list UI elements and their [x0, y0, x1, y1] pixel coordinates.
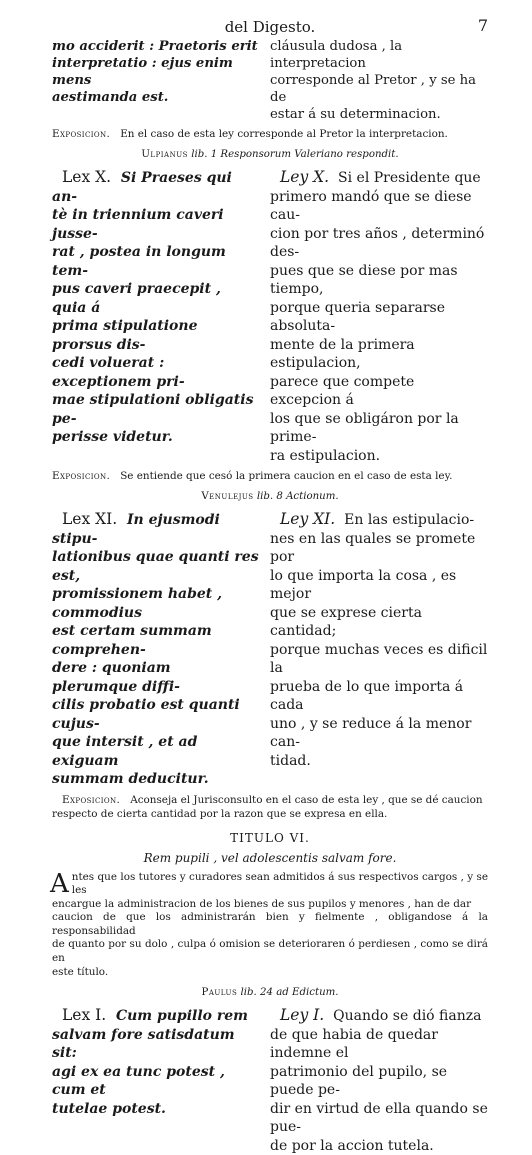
- source-author: Venulejus: [201, 491, 254, 502]
- latin-column: [52, 168, 260, 465]
- spanish-line: Si el Presidente que: [338, 170, 481, 186]
- latin-line: In ejusmodi stipu-: [52, 512, 220, 547]
- exposicion-text: respecto de cierta cantidad por la razon que se expresa en ella.: [52, 807, 388, 820]
- latin-line: que intersit , et ad exiguam: [52, 734, 198, 769]
- latin-line: lationibus quae quanti res est,: [52, 549, 259, 584]
- latin-column: [52, 510, 260, 789]
- exposicion: [52, 793, 488, 821]
- source-reference: lib. 8 Actionum.: [256, 491, 339, 502]
- spanish-line: En las estipulacio-: [344, 512, 475, 528]
- exposicion-text: En el caso de esta ley corresponde al Pretor la interpretacion.: [120, 128, 448, 140]
- spanish-line: nes en las quales se promete por: [270, 530, 476, 565]
- spanish-line: primero mandó que se diese cau-: [270, 188, 472, 223]
- spanish-column: [270, 38, 488, 123]
- source-author: Paulus: [201, 987, 238, 999]
- spanish-line: de por la accion tutela.: [270, 1137, 434, 1154]
- title-heading: TITULO VI.: [230, 830, 310, 845]
- spanish-column: [270, 168, 488, 465]
- lex-x-block: [52, 168, 488, 465]
- latin-line: cilis probatio est quanti cujus-: [52, 697, 240, 732]
- latin-line: est certam summam comprehen-: [52, 623, 212, 658]
- latin-line: mae stipulationi obligatis pe-: [52, 392, 254, 427]
- intro-line: este título.: [52, 965, 109, 978]
- ley-label: Ley I.: [280, 1006, 325, 1025]
- intro-line: ntes que los tutores y curadores sean admitidos á sus respectivos cargos , y se les: [71, 870, 488, 897]
- lex-xi-block: [52, 510, 488, 789]
- lex-i-block: [52, 1006, 488, 1155]
- source-citation: [52, 491, 488, 502]
- intro-line: de quanto por su dolo , culpa ó omision se deterioraren ó perdiesen , como se dirá en: [52, 938, 488, 965]
- spanish-line: estar á su determinacion.: [270, 107, 441, 122]
- spanish-line: porque queria separarse absoluta-: [270, 299, 446, 334]
- spanish-line: Quando se dió fianza: [333, 1008, 482, 1025]
- book-page: [52, 14, 488, 1155]
- drop-cap: A: [50, 868, 69, 899]
- running-title: del Digesto.: [224, 18, 316, 36]
- title-introduction: [50, 868, 488, 980]
- spanish-line: corresponde al Pretor , y se ha de: [270, 73, 476, 105]
- latin-line: dere : quoniam plerumque diffi-: [52, 660, 180, 695]
- latin-line: interpretatio : ejus enim mens: [52, 56, 233, 88]
- spanish-line: parece que compete excepcion á: [270, 373, 415, 408]
- spanish-column: [270, 510, 488, 789]
- spanish-line: lo que importa la cosa , es mejor: [270, 567, 457, 602]
- latin-line: salvam fore satisdatum sit:: [52, 1026, 235, 1062]
- latin-line: summam deducitur.: [52, 771, 209, 787]
- latin-line: mo acciderit : Praetoris erit: [52, 39, 258, 54]
- exposicion-text: Aconseja el Jurisconsulto en el caso de esta ley , que se dé caucion: [130, 793, 483, 806]
- spanish-line: ra estipulacion.: [270, 447, 381, 464]
- intro-line: encargue la administracion de los bienes de sus pupilos y menores , han de dar: [52, 897, 472, 910]
- spanish-line: prueba de lo que importa á cada: [270, 678, 464, 713]
- latin-line: Cum pupillo rem: [115, 1008, 248, 1025]
- latin-line: Si Praeses qui an-: [52, 170, 232, 205]
- spanish-line: que se exprese cierta cantidad;: [270, 604, 422, 639]
- source-reference: lib. 1 Responsorum Valeriano respondit.: [191, 149, 399, 160]
- exposicion-text: Se entiende que cesó la primera caucion en el caso de esta ley.: [120, 470, 453, 482]
- exposicion-label: Exposicion.: [62, 793, 121, 806]
- intro-line: caucion de que los administrarán bien y fielmente , obligandose á la responsabilidad: [52, 911, 488, 937]
- spanish-line: porque muchas veces es dificil la: [270, 641, 488, 676]
- spanish-line: pues que se diese por mas tiempo,: [270, 262, 458, 297]
- source-author: Ulpianus: [141, 149, 188, 160]
- latin-line: aestimanda est.: [52, 90, 169, 105]
- lex-label: Lex X.: [62, 168, 112, 186]
- spanish-line: cláusula dudosa , la interpretacion: [270, 39, 403, 71]
- spanish-line: tidad.: [270, 752, 311, 769]
- source-citation: [52, 149, 488, 160]
- latin-column: [52, 38, 260, 123]
- spanish-line: los que se obligáron por la prime-: [270, 410, 459, 445]
- spanish-line: dir en virtud de ella quando se pue-: [270, 1100, 488, 1136]
- ley-label: Ley X.: [280, 168, 330, 186]
- exposicion: [52, 469, 488, 483]
- running-head: [52, 14, 488, 38]
- latin-line: cedi voluerat : exceptionem pri-: [52, 355, 185, 390]
- spanish-line: de que habia de quedar indemne el: [270, 1026, 438, 1062]
- latin-line: tè in triennium caveri jusse-: [52, 207, 224, 242]
- spanish-column: [270, 1006, 488, 1155]
- exposicion-label: Exposicion.: [52, 470, 111, 482]
- page-number: 7: [477, 16, 488, 35]
- title-rubric: Rem pupili , vel adolescentis salvam fore.: [143, 850, 397, 865]
- lex-label: Lex I.: [62, 1006, 107, 1025]
- source-citation: [52, 987, 488, 998]
- ley-label: Ley XI.: [280, 510, 336, 528]
- source-reference: lib. 24 ad Edictum.: [240, 987, 339, 999]
- spanish-line: mente de la primera estipulacion,: [270, 336, 415, 371]
- lex-label: Lex XI.: [62, 510, 118, 528]
- latin-line: agi ex ea tunc potest , cum et: [52, 1063, 225, 1099]
- exposicion-label: Exposicion.: [52, 128, 111, 140]
- latin-line: perisse videtur.: [52, 429, 173, 445]
- latin-line: pus caveri praecepit , quia á: [52, 281, 221, 316]
- spanish-line: uno , y se reduce á la menor can-: [270, 715, 472, 750]
- latin-line: rat , postea in longum tem-: [52, 244, 226, 279]
- latin-line: prima stipulatione prorsus dis-: [52, 318, 198, 353]
- latin-column: [52, 1006, 260, 1155]
- continuation-block: [52, 38, 488, 123]
- spanish-line: patrimonio del pupilo, se puede pe-: [270, 1063, 448, 1099]
- latin-line: tutelae potest.: [52, 1100, 166, 1117]
- spanish-line: cion por tres años , determinó des-: [270, 225, 485, 260]
- latin-line: promissionem habet , commodius: [52, 586, 222, 621]
- exposicion: [52, 127, 488, 141]
